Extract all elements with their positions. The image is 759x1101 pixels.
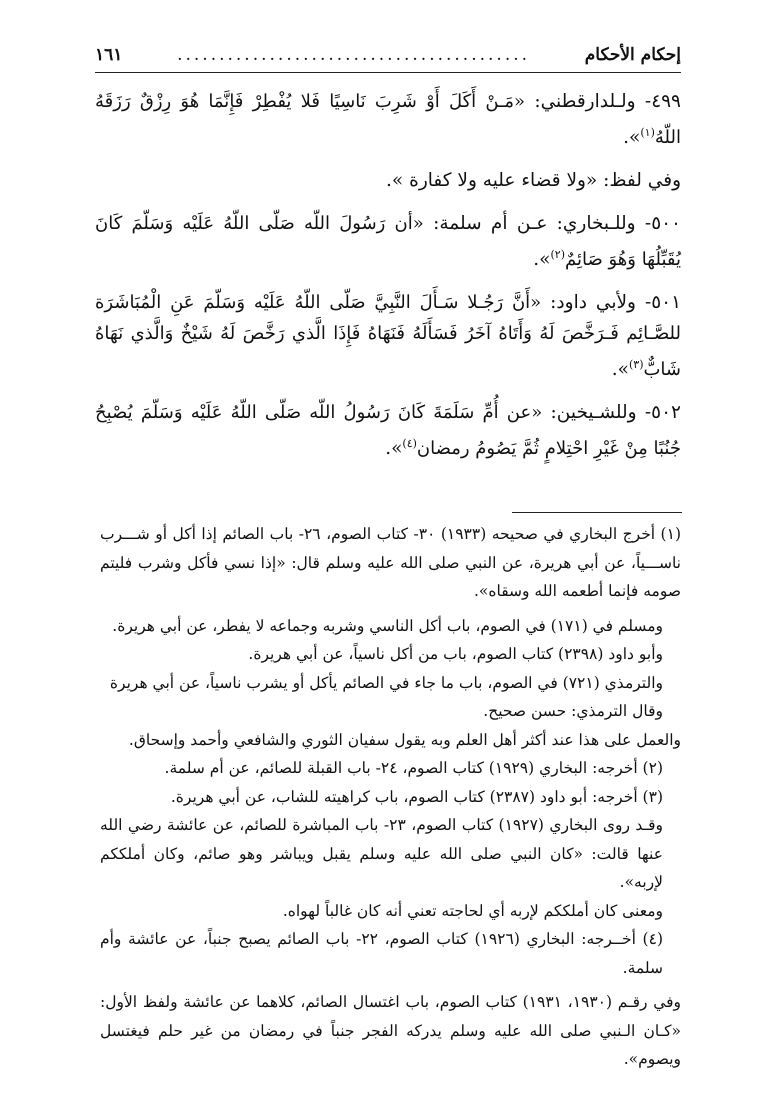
running-header (95, 38, 681, 73)
footnote-1-abudawud: وأبو داود (٢٣٩٨) كتاب الصوم، باب من أكل ناسياً، عن أبي هريرة. (248, 645, 663, 663)
hadith-intro: ٥٠٢- وللشـيخين: (542, 402, 681, 424)
footnote-ref[interactable]: (١) (640, 126, 655, 139)
hadith-499-variant: وفي لفظ: «ولا قضاء عليه ولا كفارة ». (386, 170, 681, 192)
quote-close: ». (623, 127, 641, 149)
hadith-499 (95, 86, 681, 153)
hadith-501 (95, 287, 681, 385)
footnote-ref[interactable]: (٣) (628, 358, 644, 372)
quote-close: ». (533, 249, 551, 271)
footnote-4: (٤) أخــرجه: البخاري (١٩٢٦) كتاب الصوم، ٢٢- باب الصائم يصبح جنباً، عن عائشة وأم سلمة. (100, 930, 663, 977)
footnote-1: (١) أخرج البخاري في صحيحه (١٩٣٣) ٣٠- كتاب الصوم، ٢٦- باب الصائم إذا أكل أو شـــرب ناســـياً، عن أبي هريرة، عن النبي صلى الله عليه وسلم قال: «إذا نسي فأكل وشرب فليتم صومه فإنما أطعمه الله وسقاه». (100, 525, 681, 600)
hadith-intro: ٥٠١- ولأبي داود: (541, 292, 682, 314)
header-leader-dots: .......................................... (177, 45, 531, 65)
hadith-quote: «مَـنْ أَكَلَ أَوْ شَرِبَ نَاسِيًا فَلا يُفْطِرْ فَإِنَّمَا هُوَ رِزْقٌ رَزَقَهُ اللّهُ (95, 91, 681, 149)
hadith-502 (95, 397, 681, 464)
footnotes (100, 520, 681, 1074)
hadith-500 (95, 208, 681, 275)
footnote-3: (٣) أخرجه: أبو داود (٢٣٨٧) كتاب الصوم، باب كراهيته للشاب، عن أبي هريرة. (170, 787, 663, 806)
book-title: إحكام الأحكام (584, 45, 681, 65)
footnote-1-muslim: ومسلم في (١٧١) في الصوم، باب أكل الناسي وشربه وجماعه لا يفطر، عن أبي هريرة. (112, 616, 663, 635)
hadith-quote: «عن أُمِّ سَلَمَةَ كَانَ رَسُولُ اللّه صَلّى اللّهُ عَلَيْه وَسَلّمَ يُصْبِحُ جُنُبًا مِنْ غَيْرِ احْتِلامٍ ثُمَّ يَصُومُ رمضان (95, 402, 681, 460)
footnote-ref[interactable]: (٢) (550, 248, 566, 262)
footnote-3-bukhari: وقـد روى البخاري (١٩٢٧) كتاب الصوم، ٢٣- باب المباشرة للصائم، عن عائشة رضي الله عنها قالت: «كان النبي صلى الله عليه وسلم يقبل ويباشر وهو صائم، وكان أملككم لإربه». (100, 816, 664, 891)
footnote-1-tirmidhi-grade: وقال الترمذي: حسن صحيح. (483, 702, 663, 720)
footnote-separator (512, 512, 682, 513)
hadith-intro: ٤٩٩- ولـلدارقطني: (525, 91, 681, 112)
quote-close: ». (385, 438, 403, 460)
hadith-intro: ٥٠٠- وللـبخاري: عـن أم سلمة: (423, 213, 681, 235)
footnote-1-tirmidhi: والترمذي (٧٢١) في الصوم، باب ما جاء في الصائم يأكل أو يشرب ناسياً، عن أبي هريرة (109, 673, 663, 692)
quote-close: ». (611, 359, 629, 381)
main-text (95, 86, 681, 477)
hadith-quote: «أَنَّ رَجُـلا سَـأَلَ النَّبِيَّ صَلّى اللّهُ عَلَيْه وَسَلّمَ عَنِ الْمُبَاشَرَة للصَّـائِم فَـرَخَّصَ لَهُ وَأَتَاهُ آخَرُ فَسَأَلَهُ فَنَهَاهُ فَإِذَا الَّذي رَخَّصَ لَهُ شَيْخٌ وَالَّذي نَهَاهُ شَابٌّ (95, 292, 681, 381)
hadith-quote: «أن رَسُولَ اللّه صَلّى اللّهُ عَلَيْه وَسَلّمَ كَانَ يُقَبِّلُهَا وَهُوَ صَائِمٌ (95, 213, 681, 271)
footnote-3-meaning: ومعنى كان أملككم لإربه أي لحاجته تعني أنه كان غالباً لهواه. (282, 901, 663, 920)
page-number: ١٦١ (95, 45, 123, 65)
footnote-ref[interactable]: (٤) (402, 437, 417, 451)
footnote-4-numbers: وفي رقـم (١٩٣٠، ١٩٣١) كتاب الصوم، باب اغتسال الصائم، كلاهما عن عائشة ولفظ الأول: «كـان الـنبي صلى الله عليه وسلم يدركه الفجر جنباً في رمضان من غير حلم فيغتسل ويصوم». (100, 993, 682, 1068)
footnote-2: (٢) أخرجه: البخاري (١٩٢٩) كتاب الصوم، ٢٤- باب القبلة للصائم، عن أم سلمة. (164, 759, 663, 777)
footnote-1-practice: والعمل على هذا عند أكثر أهل العلم وبه يقول سفيان الثوري والشافعي وأحمد وإسحاق. (128, 730, 681, 749)
